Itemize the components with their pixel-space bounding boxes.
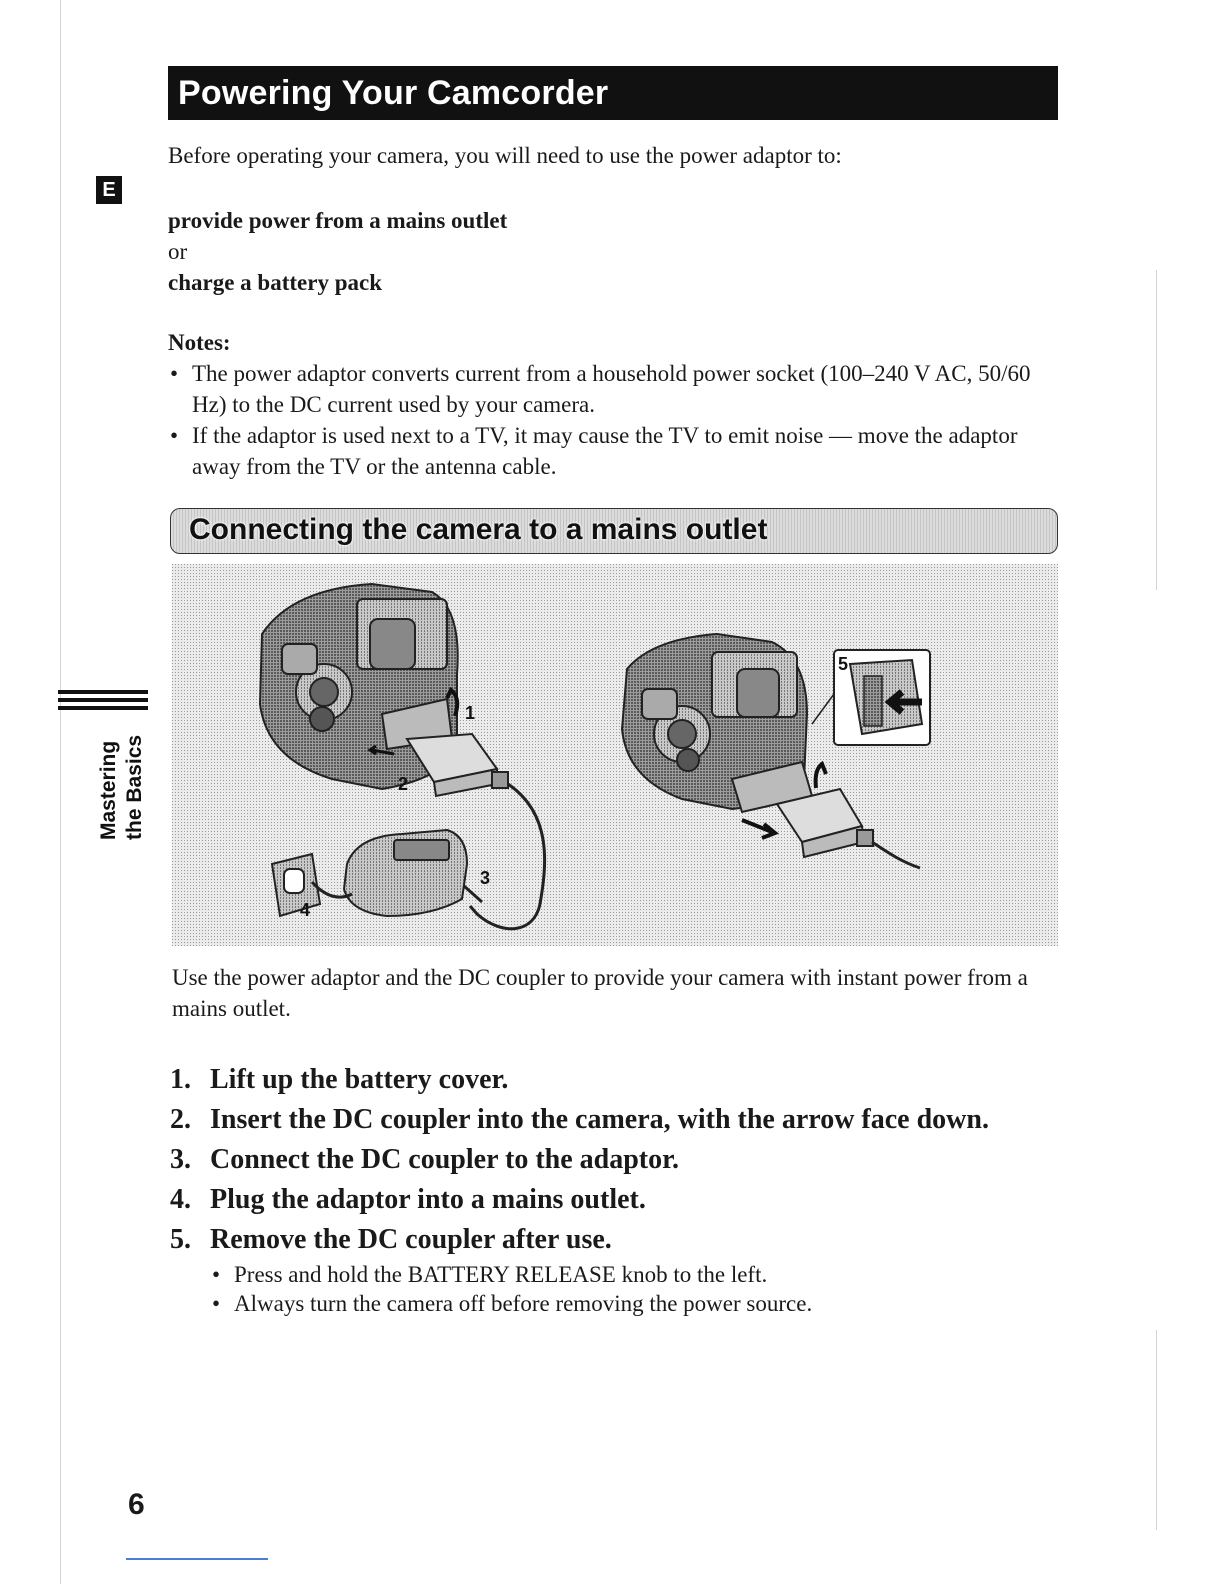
step-item: [168, 1100, 1068, 1140]
chapter-label-line2: the Basics: [123, 734, 146, 840]
step-text: Connect the DC coupler to the adaptor.: [210, 1144, 679, 1175]
page-title: Powering Your Camcorder: [168, 66, 1058, 120]
callout-5: 5: [838, 654, 849, 674]
description-text: Use the power adaptor and the DC coupler to provide your camera with instant power from a mains outlet.: [172, 965, 1028, 1021]
step5-note: • Always turn the camera off before removing the power source.: [210, 1289, 1068, 1318]
language-tab: E: [96, 176, 122, 204]
intro-text: Before operating your camera, you will need to use the power adaptor to:: [168, 143, 842, 168]
option-or: or: [168, 239, 188, 264]
option-mains-power: provide power from a mains outlet: [168, 208, 508, 233]
callout-2: 2: [398, 774, 409, 794]
step-number: 4.: [170, 1184, 191, 1215]
callout-3: 3: [480, 868, 491, 888]
section-heading: Connecting the camera to a mains outlet: [189, 513, 768, 546]
step-item: [168, 1180, 1068, 1220]
scan-edge-right-lower: [1156, 1330, 1157, 1530]
step-item: [168, 1140, 1068, 1180]
step-text: Lift up the battery cover.: [210, 1064, 509, 1095]
note-item: • If the adaptor is used next to a TV, it may cause the TV to emit noise — move the adaptor away from the TV or the antenna cable.: [168, 420, 1068, 482]
step5-note: • Press and hold the BATTERY RELEASE knob to the left.: [210, 1260, 1068, 1289]
connection-illustration: [172, 564, 1058, 946]
scan-edge-left: [60, 0, 61, 1584]
section-marker-bars: [58, 690, 148, 714]
callout-4: 4: [300, 900, 311, 920]
bottom-rule: [126, 1558, 268, 1560]
section-heading-bar: [170, 508, 1058, 554]
callout-1: 1: [465, 703, 476, 723]
option-charge-battery: charge a battery pack: [168, 270, 382, 295]
chapter-side-label: [96, 720, 148, 840]
step-text: Remove the DC coupler after use.: [210, 1224, 612, 1255]
step-text: Plug the adaptor into a mains outlet.: [210, 1184, 646, 1215]
step-number: 2.: [170, 1104, 191, 1135]
step-number: 3.: [170, 1144, 191, 1175]
step-item: [168, 1060, 1068, 1100]
note-item: • The power adaptor converts current from a household power socket (100–240 V AC, 50/60 Hz) to the DC current used by your camera.: [168, 358, 1068, 420]
page-number: 6: [128, 1488, 145, 1521]
step5-notes: [210, 1260, 1068, 1318]
notes-list: [168, 358, 1068, 482]
step-number: 1.: [170, 1064, 191, 1095]
step-item: [168, 1220, 1068, 1318]
chapter-label-line1: Mastering: [97, 740, 120, 840]
scan-edge-right-upper: [1156, 270, 1157, 590]
steps-list: [168, 1060, 1068, 1318]
step-text: Insert the DC coupler into the camera, with the arrow face down.: [210, 1104, 989, 1135]
step-number: 5.: [170, 1224, 191, 1255]
notes-heading: Notes:: [168, 330, 231, 355]
